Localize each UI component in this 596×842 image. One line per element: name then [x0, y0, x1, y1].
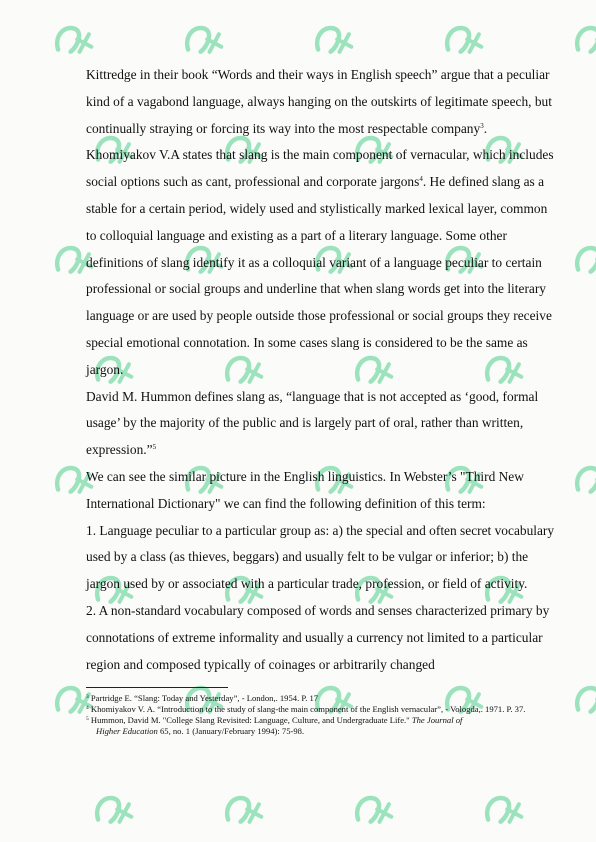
watermark-glyph: [573, 242, 596, 283]
document-page: [86, 62, 558, 737]
text-run: David M. Hummon defines slang as, “language that is not accepted as ‘good, formal usage’ by the majority of the public and is largely part of oral, rather than written, expression.”: [86, 388, 539, 458]
watermark-glyph: [53, 22, 96, 63]
footnote-indent: [86, 726, 96, 736]
footnote-ref-3[interactable]: 3: [480, 121, 484, 130]
journal-title: The Journal of: [411, 715, 463, 726]
footnote-3: [86, 693, 558, 704]
footnote-text: Hummon, David M. "College Slang Revisited: Language, Culture, and Undergraduate Life.": [90, 715, 412, 726]
footnote-number: 5: [86, 716, 89, 723]
paragraph-1: [86, 62, 558, 384]
watermark-glyph: [353, 792, 396, 833]
footnote-ref-4[interactable]: 4: [419, 175, 423, 184]
paragraph-3: We can see the similar picture in the English linguistics. In Webster’s "Third New International Dictionary" we can find the following definition of this term:: [86, 468, 524, 511]
watermark-glyph: [443, 22, 486, 63]
footnote-number: 3: [86, 694, 89, 701]
text-run: . He defined slang as a stable for a certain period, widely used and stylistically marked lexical layer, common to colloquial language and existing as a part of a literary language. Some other definitions of slang identify it as a colloquial variant of a language peculiar to certain professional or social groups and underline that when slang words get into the literary language or are used by people outside those professional or social groups they receive special emotional connotation. In some cases slang is considered to be the same as jargon.: [86, 174, 552, 377]
paragraph-2: [86, 384, 558, 464]
footnote-5: [86, 715, 558, 737]
footnotes: [86, 693, 558, 737]
watermark-glyph: [573, 462, 596, 503]
watermark-glyph: [483, 792, 526, 833]
paragraph-5: 2. A non-standard vocabulary composed of words and senses characterized primary by connotations of extreme informality and usually a currency not limited to a particular region and composed typically of coinages or arbitrarily changed: [86, 602, 550, 672]
watermark-glyph: [573, 682, 596, 723]
watermark-glyph: [93, 792, 136, 833]
footnote-number: 4: [86, 705, 89, 712]
text-run: . Khomiyakov V.A states that slang is the main component of vernacular, which includes social options such as cant, professional and corporate jargons: [86, 120, 554, 190]
watermark-glyph: [183, 22, 226, 63]
footnote-text: 65, no. 1 (January/February 1994): 75-98.: [157, 726, 305, 737]
watermark-glyph: [573, 22, 596, 63]
footnote-text: Partridge E. “Slang: Today and Yesterday”, - London,. 1954. P. 17: [90, 693, 319, 704]
footnote-ref-5[interactable]: 5: [152, 443, 157, 452]
text-run: Kittredge in their book “Words and their ways in English speech” argue that a peculiar kind of a vagabond language, always hanging on the outskirts of legitimate speech, but continually straying or forcing its way into the most respectable company: [86, 67, 552, 136]
footnote-4: [86, 704, 558, 715]
paragraph-4: 1. Language peculiar to a particular group as: a) the special and often secret vocabulary used by a class (as thieves, beggars) and usually felt to be vulgar or inferior; b) the jargon used by or associated with a particular trade, profession, or field of activity.: [86, 522, 555, 592]
journal-title-cont: Higher Education: [96, 726, 158, 737]
watermark-glyph: [313, 22, 356, 63]
footnote-separator: [86, 687, 228, 688]
body-text: [86, 62, 558, 678]
footnote-text: Khomiyakov V. A. “Introduction to the study of slang-the main component of the English vernacular”, - Vologda,. 1971. P. 37.: [90, 704, 526, 715]
watermark-glyph: [223, 792, 266, 833]
